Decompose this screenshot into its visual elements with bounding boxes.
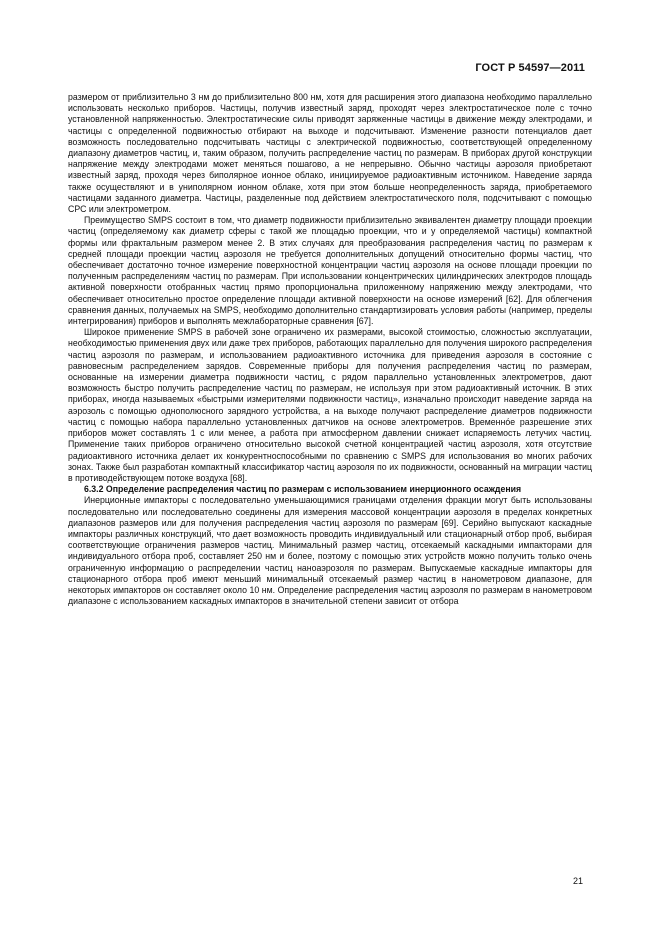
paragraph-smps-advantage: Преимущество SMPS состоит в том, что диаметр подвижности приблизительно эквивалентен диаметру площади проекции частиц (определяемому как диаметр сферы с такой же площадью проекции, что и у определяемой частицы) компактной формы или фрактальным размером менее 2. В этих случаях для преобразования распределения частиц по размерам к средней площади проекции частиц аэрозоля не требуется дополнительных допущений относительно формы частиц, что обеспечивает достаточно точное измерение поверхностной концентрации частиц аэрозоля на основе площади проекции по полученным распределениям частиц по размерам. При использовании концентрических цилиндрических электродов площадь активной поверхности отобранных частиц прямо пропорциональна приложенному напряжению между электродами, что обеспечивает относительно простое определение площади активной поверхности на основе измерений [62]. Для облегчения сравнения данных, получаемых на SMPS, необходимо дополнительно стандартизировать условия работы (например, пределы интегрирования) приборов и выполнять межлабораторные сравнения [67].: [68, 215, 592, 327]
paragraph-smps-operation: размером от приблизительно 3 нм до приблизительно 800 нм, хотя для расширения этого диапазона необходимо параллельно использовать несколько приборов. Частицы, получив известный заряд, проходят через электростатическое поле с точно установленной напряженностью. Электростатические силы приводят заряженные частицы в движение между электродами, и частицы с определенной подвижностью отбирают на выходе и подсчитывают. Изменение разности потенциалов дает возможность последовательно подсчитывать частицы с электрической подвижностью, соответствующей определенному диапазону диаметров частиц, и, таким образом, получить распределение частиц по размерам. В приборах другой конструкции напряжение между электродами может меняться пошагово, а не непрерывно. Обычно частицы аэрозоля приобретают известный заряд, проходя через биполярное ионное облако, инициируемое радиоактивным источником. Наведение заряда также осуществляют и в униполярном ионном облаке, хотя при этом больше неопределенность заряда, приобретаемого частицами заданного диаметра. Частицы, разделенные под действием электростатического поля, подсчитывают с помощью CPC или электрометром.: [68, 92, 592, 215]
document-header-id: ГОСТ Р 54597—2011: [475, 62, 585, 74]
section-heading-6-3-2: 6.3.2 Определение распределения частиц по размерам с использованием инерционного осаждения: [84, 484, 522, 495]
page-number: 21: [573, 876, 584, 886]
document-body: [68, 92, 592, 607]
paragraph-inertial-impactors: Инерционные импакторы с последовательно уменьшающимися границами отделения фракции могут быть использованы последовательно или последовательно соединены для измерения массовой концентрации аэрозоля в пределах конкретных диапазонов размеров или для получения распределения частиц аэрозоля по размерам [69]. Серийно выпускают каскадные импакторы различных конструкций, что дает возможность проводить индивидуальный или стационарный отбор проб, выбирая соответствующие ограничения размеров частиц. Минимальный размер частиц, отсекаемый каскадными импакторами для индивидуального отбора проб, составляет 250 нм и более, поэтому с помощью этих устройств можно получить только очень ограниченную информацию о распределении частиц наноаэрозоля по размерам. Выпускаемые каскадные импакторы для стационарного отбора проб имеют меньший минимальный отсекаемый размер частиц в нанометровом диапазоне, для некоторых импакторов он составляет около 10 нм. Определение распределения частиц аэрозоля по размерам в нанометровом диапазоне с использованием каскадных импакторов в значительной степени зависит от отбора: [68, 495, 592, 607]
paragraph-smps-limitations: Широкое применение SMPS в рабочей зоне ограничено их размерами, высокой стоимостью, сложностью эксплуатации, необходимостью применения двух или даже трех приборов, работающих параллельно для получения широкого распределения частиц аэрозоля по размерам, и использованием радиоактивного источника для приведения аэрозоля в состояние с равновесным распределением зарядов. Современные приборы для получения распределения частиц по размерам, основанные на измерении диаметра подвижности частиц, с рядом параллельно установленных электрометров, дают возможность быстро получить распределение частиц по размерам, не используя при этом радиоактивный источник. В этих приборах, иногда называемых «быстрыми измерителями подвижности частиц», изначально происходит наведение заряда на аэрозоль с помощью однополюсного зарядного устройства, а на выходе получают распределение диаметров подвижности частиц с помощью набора параллельно установленных датчиков на основе электрометров. Временно́е разрешение этих приборов может составлять 1 с или менее, а работа при атмосферном давлении снижает испаряемость летучих частиц. Применение таких приборов ограничено относительно высокой счетной концентрацией частиц аэрозоля, хотя отсутствие радиоактивного источника делает их конкурентноспособными по сравнению с SMPS для использования во многих рабочих зонах. Также был разработан компактный классификатор частиц аэрозоля по их подвижности, основанный на миграции частиц в противодействующем потоке воздуха [68].: [68, 327, 592, 483]
